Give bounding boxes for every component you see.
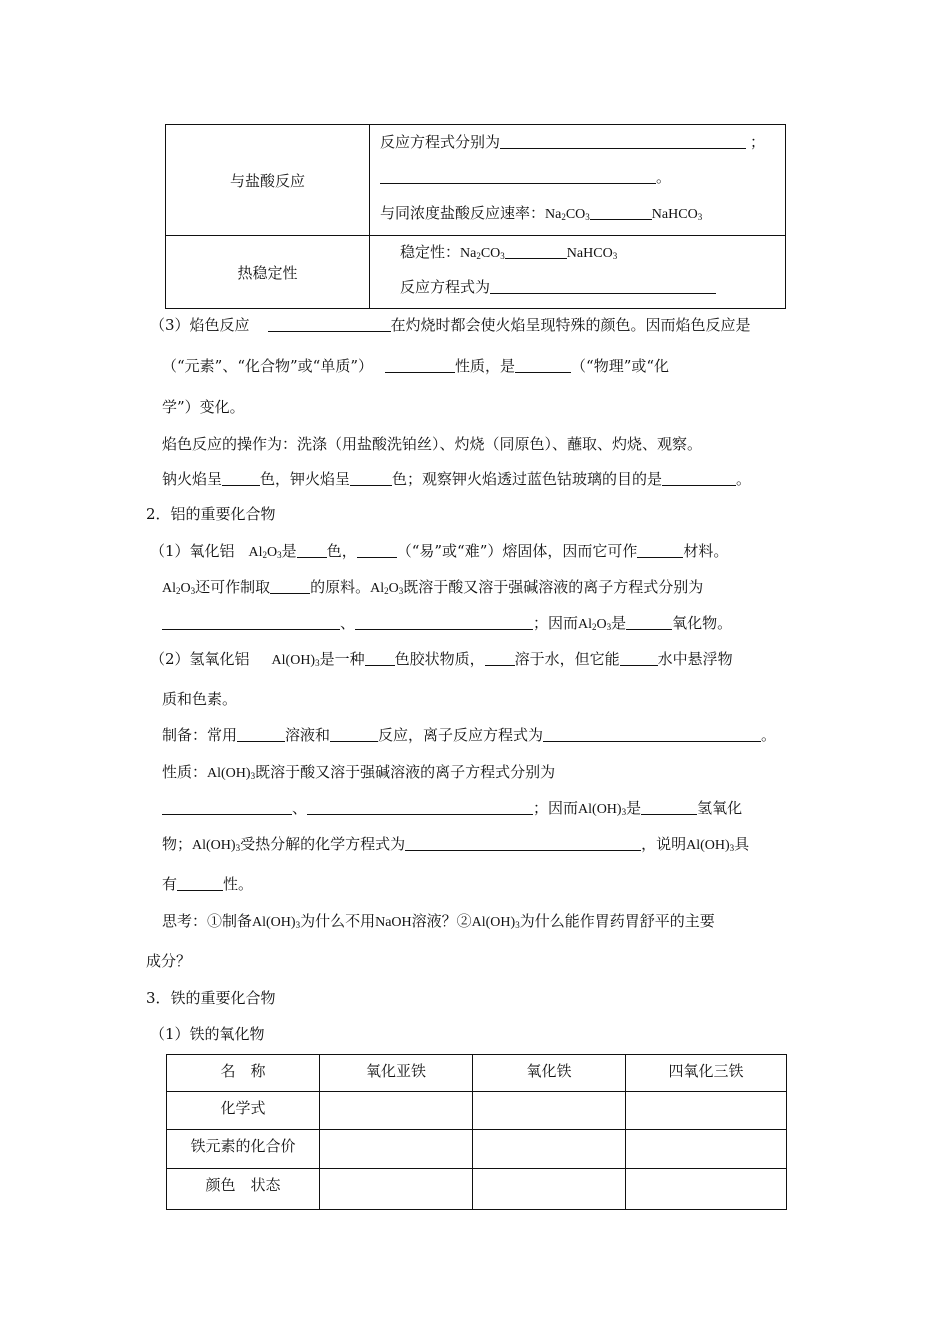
header-cell: 氧化铁 bbox=[473, 1055, 626, 1092]
row-label: 化学式 bbox=[167, 1092, 320, 1130]
fe-subheading: （1）铁的氧化物 bbox=[150, 1025, 265, 1043]
al-line3: 、 ；因而$Al_2O_3$是 氧化物。 bbox=[162, 612, 732, 633]
header-cell: 名 称 bbox=[167, 1055, 320, 1092]
table-header-row bbox=[167, 1055, 787, 1092]
blank[interactable] bbox=[330, 726, 378, 742]
section-heading-fe: 3．铁的重要化合物 bbox=[146, 989, 276, 1007]
table-cell[interactable] bbox=[320, 1130, 473, 1169]
blank[interactable] bbox=[350, 470, 392, 486]
stability-line2: 反应方程式为 bbox=[400, 276, 716, 297]
blank[interactable] bbox=[500, 133, 746, 149]
row-label-hcl: 与盐酸反应 bbox=[166, 125, 370, 236]
blank[interactable] bbox=[380, 168, 656, 184]
blank[interactable] bbox=[355, 614, 533, 630]
table-row bbox=[167, 1130, 787, 1169]
row-label-stability: 热稳定性 bbox=[166, 236, 370, 309]
section-heading-al: 2．铝的重要化合物 bbox=[146, 505, 276, 523]
header-cell: 四氧化三铁 bbox=[626, 1055, 787, 1092]
row-label: 颜色 状态 bbox=[167, 1169, 320, 1210]
blank[interactable] bbox=[590, 204, 652, 220]
al-line1: （1）氧化铝 $Al_2O_3$是 色， （“易”或“难”）熔固体，因而它可作 材料。 bbox=[150, 542, 729, 560]
flame-line2: （“元素”、“化合物”或“单质”） 性质，是 （“物理”或“化 bbox=[162, 357, 670, 375]
table-cell[interactable] bbox=[320, 1169, 473, 1210]
blank[interactable] bbox=[297, 542, 327, 558]
table-cell[interactable] bbox=[626, 1092, 787, 1130]
blank[interactable] bbox=[515, 357, 571, 373]
blank[interactable] bbox=[307, 799, 533, 815]
table-row bbox=[167, 1092, 787, 1130]
blank[interactable] bbox=[490, 278, 716, 294]
blank[interactable] bbox=[626, 614, 672, 630]
al-line6: 制备：常用 溶液和 反应，离子反应方程式为 。 bbox=[162, 726, 777, 744]
table-cell[interactable] bbox=[626, 1169, 787, 1210]
table-cell[interactable] bbox=[473, 1130, 626, 1169]
blank[interactable] bbox=[637, 542, 683, 558]
blank[interactable] bbox=[505, 243, 567, 259]
table-cell[interactable] bbox=[473, 1092, 626, 1130]
hcl-line1: 反应方程式分别为 ； bbox=[380, 133, 766, 151]
al-line10: 有 性。 bbox=[162, 875, 254, 893]
row-content-stability bbox=[370, 236, 786, 309]
table-cell[interactable] bbox=[473, 1169, 626, 1210]
flame-line1: （3）焰色反应 在灼烧时都会使火焰呈现特殊的颜色。因而焰色反应是 bbox=[150, 316, 751, 334]
blank[interactable] bbox=[662, 470, 736, 486]
header-cell: 氧化亚铁 bbox=[320, 1055, 473, 1092]
blank[interactable] bbox=[237, 726, 285, 742]
blank[interactable] bbox=[405, 835, 641, 851]
blank[interactable] bbox=[365, 650, 395, 666]
al-line5: 质和色素。 bbox=[162, 690, 238, 708]
blank[interactable] bbox=[162, 799, 292, 815]
blank[interactable] bbox=[270, 578, 310, 594]
blank[interactable] bbox=[620, 650, 658, 666]
blank[interactable] bbox=[177, 875, 223, 891]
table-row bbox=[167, 1169, 787, 1210]
al-line8: 、 ；因而$Al(OH)_3$是 氢氧化 bbox=[162, 797, 742, 818]
al-line9: 物；$Al(OH)_3$受热分解的化学方程式为 ，说明$Al(OH)_3$具 bbox=[162, 835, 750, 853]
blank[interactable] bbox=[162, 614, 340, 630]
hcl-line2: 。 bbox=[380, 166, 671, 187]
blank[interactable] bbox=[357, 542, 397, 558]
iron-oxides-table bbox=[166, 1054, 787, 1210]
stability-line1: 稳定性：$Na_2CO_3$ NaHCO$_3$ bbox=[400, 243, 618, 261]
al-line4: （2）氢氧化铝 $Al(OH)_3$是一种 色胶状物质， 溶于水，但它能 水中悬浮物 bbox=[150, 650, 733, 668]
al-line11: 思考：①制备$Al(OH)_3$为什么不用NaOH溶液？$②Al(OH)_3$为什么能作胃药胃舒平的主要 bbox=[162, 912, 715, 930]
flame-line3: 学”）变化。 bbox=[162, 398, 245, 416]
blank[interactable] bbox=[222, 470, 260, 486]
blank[interactable] bbox=[641, 799, 697, 815]
hcl-rate-line: 与同浓度盐酸反应速率：$Na_2CO_3$ NaHCO$_3$ bbox=[380, 204, 703, 222]
blank[interactable] bbox=[543, 726, 761, 742]
al-line7: 性质：$Al(OH)_3$既溶于酸又溶于强碱溶液的离子方程式分别为 bbox=[162, 763, 556, 781]
al-line12: 成分？ bbox=[146, 952, 192, 970]
row-content-hcl bbox=[370, 125, 786, 236]
blank[interactable] bbox=[268, 316, 391, 332]
sodium-carbonate-table bbox=[165, 124, 786, 309]
flame-line5: 钠火焰呈 色，钾火焰呈 色；观察钾火焰透过蓝色钴玻璃的目的是 。 bbox=[162, 470, 752, 488]
row-label: 铁元素的化合价 bbox=[167, 1130, 320, 1169]
flame-line4: 焰色反应的操作为：洗涤（用盐酸洗铂丝）、灼烧（同原色）、蘸取、灼烧、观察。 bbox=[162, 435, 703, 453]
blank[interactable] bbox=[485, 650, 515, 666]
table-cell[interactable] bbox=[626, 1130, 787, 1169]
blank[interactable] bbox=[385, 357, 455, 373]
al-line2: $Al_2O_3$还可作制取 的原料。$Al_2O_3$既溶于酸又溶于强碱溶液的离子方程式分别为 bbox=[162, 578, 704, 596]
table-cell[interactable] bbox=[320, 1092, 473, 1130]
